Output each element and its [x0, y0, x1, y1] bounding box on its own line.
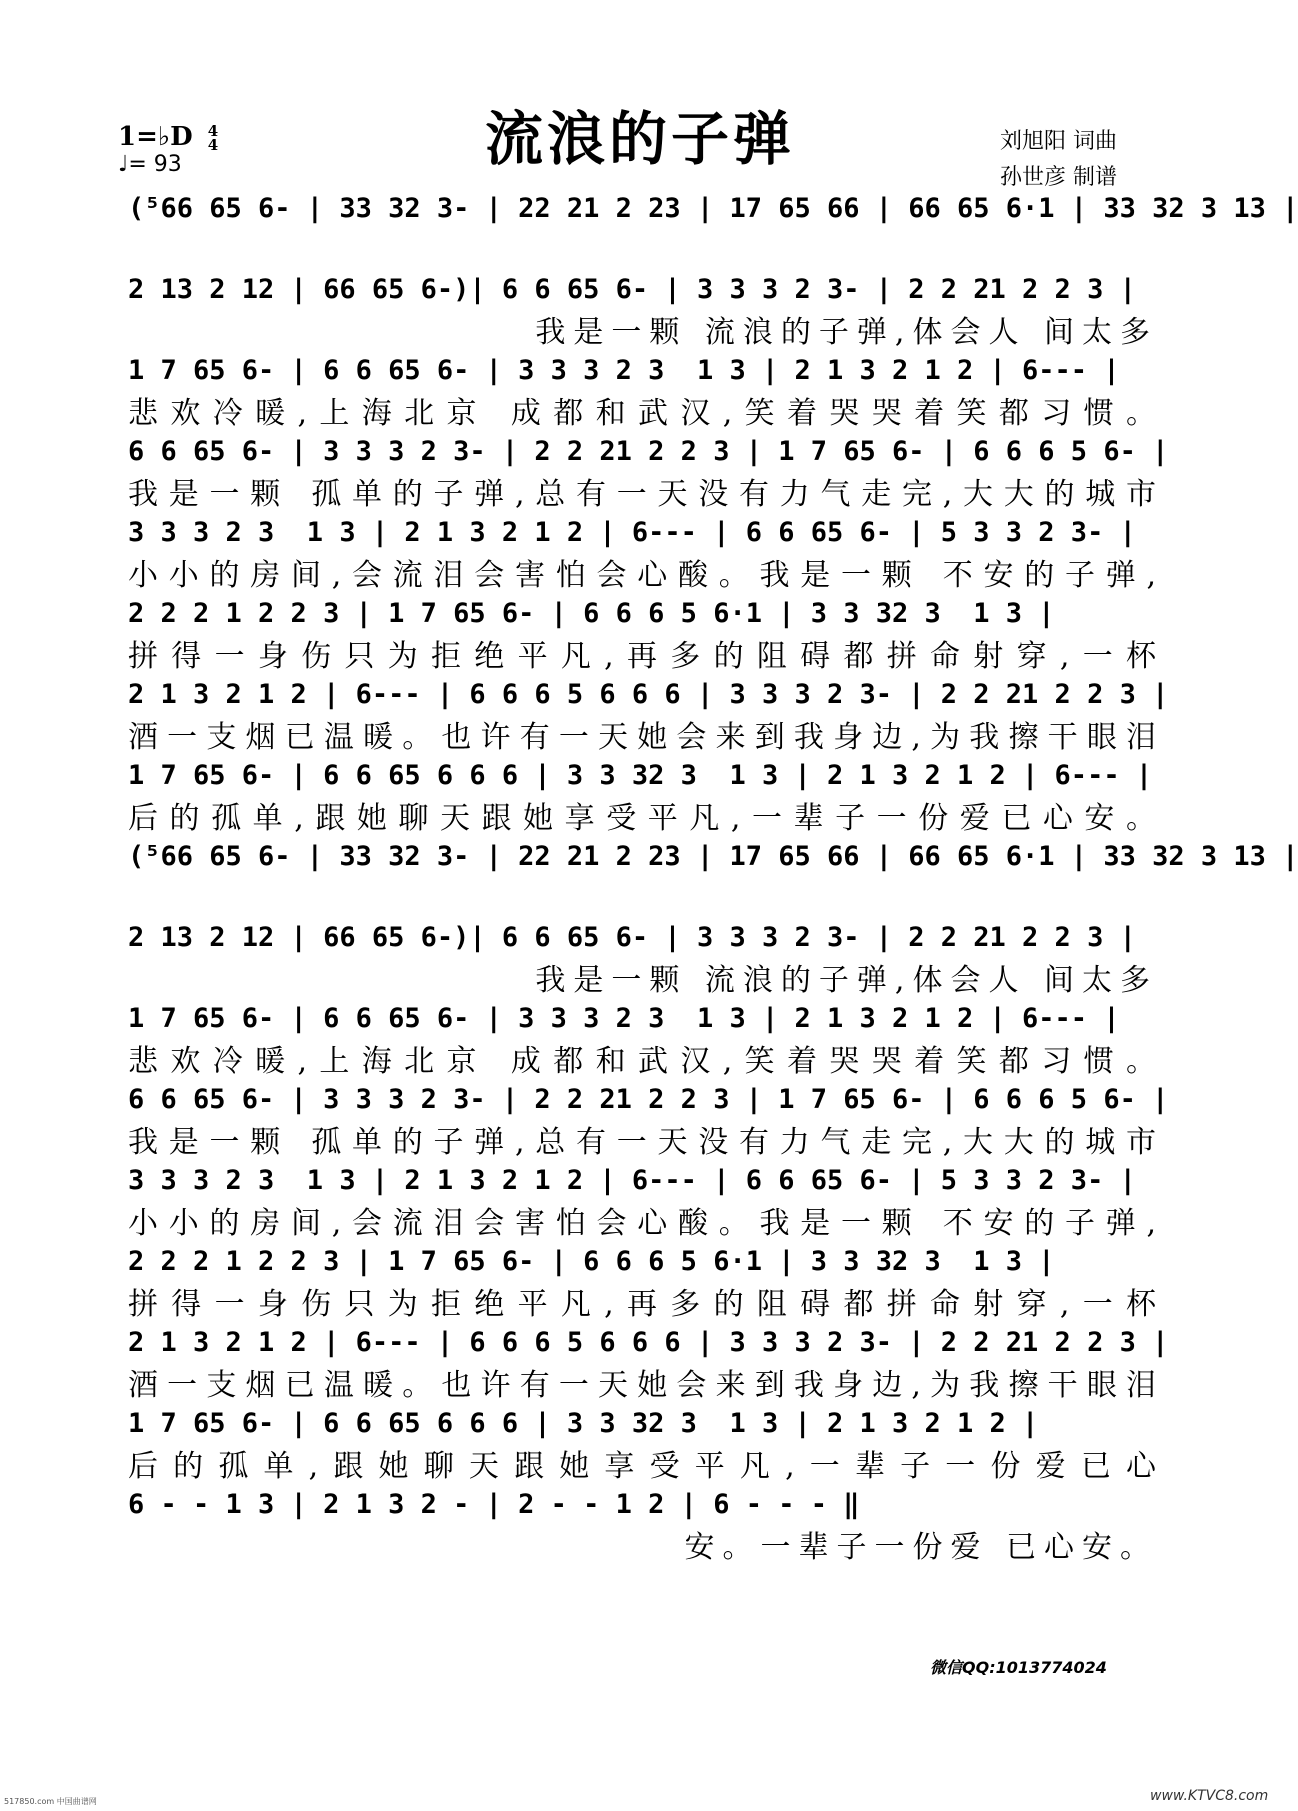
lyric-line: 悲欢冷暖,上海北京 成都和武汉,笑着哭哭着笑都习惯。: [128, 396, 1158, 431]
score-row: [128, 350, 1158, 430]
score-row: [128, 1322, 1169, 1403]
lyric-line: 悲欢冷暖,上海北京 成都和武汉,笑着哭哭着笑都习惯。: [128, 1044, 1158, 1079]
notation-line: 6 6 65 6- | 3 3 3 2 3- | 2 2 21 2 2 3 | 1 7 65 6- | 6 6 6 5 6- |: [128, 1084, 1169, 1115]
notation-line: 1 7 65 6- | 6 6 65 6 6 6 | 3 3 32 3 1 3 | 2 1 3 2 1 2 | 6--- |: [128, 760, 1153, 791]
lyric-line: 我是一颗 流浪的子弹,体会人 间太多: [535, 315, 1158, 350]
score-row: [128, 998, 1158, 1078]
notation-line: (⁵66 65 6- | 33 32 3- | 22 21 2 23 | 17 65 66 | 66 65 6·1 | 33 32 3 13 |: [128, 193, 1298, 224]
key-signature: [118, 122, 218, 152]
tempo-mark: ♩= 93: [118, 152, 182, 177]
score-row: [128, 431, 1169, 512]
lyric-line: 拼得一身伤只为拒绝平凡,再多的阻碍都拼命射穿,一杯: [128, 639, 1158, 674]
lyric-line: 我是一颗 孤单的子弹,总有一天没有力气走完,大大的城市: [128, 477, 1158, 512]
score-row: [128, 512, 1158, 592]
notation-line: 2 2 2 1 2 2 3 | 1 7 65 6- | 6 6 6 5 6·1 | 3 3 32 3 1 3 |: [128, 1246, 1055, 1277]
lyric-line: 小小的房间,会流泪会害怕会心酸。我是一颗 不安的子弹,: [128, 1206, 1158, 1241]
score-row: [128, 593, 1158, 673]
notation-line: 2 1 3 2 1 2 | 6--- | 6 6 6 5 6 6 6 | 3 3 3 2 3- | 2 2 21 2 2 3 |: [128, 679, 1169, 710]
notation-line: 2 2 2 1 2 2 3 | 1 7 65 6- | 6 6 6 5 6·1 | 3 3 32 3 1 3 |: [128, 598, 1055, 629]
lyric-line: 我是一颗 流浪的子弹,体会人 间太多: [535, 963, 1158, 998]
notation-line: 1 7 65 6- | 6 6 65 6- | 3 3 3 2 3 1 3 | 2 1 3 2 1 2 | 6--- |: [128, 355, 1120, 386]
score-row: [128, 836, 1298, 916]
notation-line: 2 13 2 12 | 66 65 6-)| 6 6 65 6- | 3 3 3 2 3- | 2 2 21 2 2 3 |: [128, 922, 1136, 953]
lyric-line: 小小的房间,会流泪会害怕会心酸。我是一颗 不安的子弹,: [128, 558, 1158, 593]
time-bottom: 4: [207, 136, 219, 154]
notation-line: 1 7 65 6- | 6 6 65 6- | 3 3 3 2 3 1 3 | 2 1 3 2 1 2 | 6--- |: [128, 1003, 1120, 1034]
lyric-line: 后的孤单,跟她聊天跟她享受平凡,一辈子一份爱已心安。: [128, 801, 1158, 836]
score-row: [128, 917, 1158, 997]
lyric-line: 后的孤单,跟她聊天跟她享受平凡,一辈子一份爱已心: [128, 1449, 1158, 1484]
notation-line: (⁵66 65 6- | 33 32 3- | 22 21 2 23 | 17 65 66 | 66 65 6·1 | 33 32 3 13 |: [128, 841, 1298, 872]
time-top: 4: [207, 122, 219, 140]
notation-line: 6 - - 1 3 | 2 1 3 2 - | 2 - - 1 2 | 6 - - - ‖: [128, 1489, 860, 1520]
score-row: [128, 1484, 1158, 1564]
score-row: [128, 1403, 1158, 1483]
lyric-line: 酒一支烟已温暖。也许有一天她会来到我身边,为我擦干眼泪: [128, 1368, 1158, 1403]
lyric-line: 安。一辈子一份爱 已心安。: [684, 1530, 1158, 1565]
score-row: [128, 188, 1298, 268]
contact-info: 微信QQ:1013774024: [930, 1658, 1107, 1677]
lyric-line: [128, 880, 1158, 920]
score-row: [128, 1160, 1158, 1240]
score-row: [128, 1079, 1169, 1160]
notation-line: 1 7 65 6- | 6 6 65 6 6 6 | 3 3 32 3 1 3 | 2 1 3 2 1 2 |: [128, 1408, 1039, 1439]
lyric-line: 酒一支烟已温暖。也许有一天她会来到我身边,为我擦干眼泪: [128, 720, 1158, 755]
notation-line: 2 13 2 12 | 66 65 6-)| 6 6 65 6- | 3 3 3 2 3- | 2 2 21 2 2 3 |: [128, 274, 1136, 305]
score-row: [128, 674, 1169, 755]
credit-transcriber: 孙世彦 制谱: [1000, 165, 1117, 190]
notation-line: 3 3 3 2 3 1 3 | 2 1 3 2 1 2 | 6--- | 6 6 65 6- | 5 3 3 2 3- |: [128, 1165, 1136, 1196]
lyric-line: 拼得一身伤只为拒绝平凡,再多的阻碍都拼命射穿,一杯: [128, 1287, 1158, 1322]
score-row: [128, 1241, 1158, 1321]
song-title: 流浪的子弹: [484, 105, 795, 173]
lyric-line: 我是一颗 孤单的子弹,总有一天没有力气走完,大大的城市: [128, 1125, 1158, 1160]
credit-composer: 刘旭阳 词曲: [1000, 129, 1117, 154]
notation-line: 2 1 3 2 1 2 | 6--- | 6 6 6 5 6 6 6 | 3 3 3 2 3- | 2 2 21 2 2 3 |: [128, 1327, 1169, 1358]
notation-line: 3 3 3 2 3 1 3 | 2 1 3 2 1 2 | 6--- | 6 6 65 6- | 5 3 3 2 3- |: [128, 517, 1136, 548]
notation-line: 6 6 65 6- | 3 3 3 2 3- | 2 2 21 2 2 3 | 1 7 65 6- | 6 6 6 5 6- |: [128, 436, 1169, 467]
key-label: 1=♭D: [118, 122, 193, 152]
footer-site-left: 517850.com 中国曲谱网: [4, 1797, 97, 1806]
footer-site-right: www.KTVC8.com: [1150, 1788, 1269, 1804]
lyric-line: [128, 232, 1158, 272]
score-row: [128, 269, 1158, 349]
score-row: [128, 755, 1158, 835]
time-signature: [208, 124, 218, 152]
